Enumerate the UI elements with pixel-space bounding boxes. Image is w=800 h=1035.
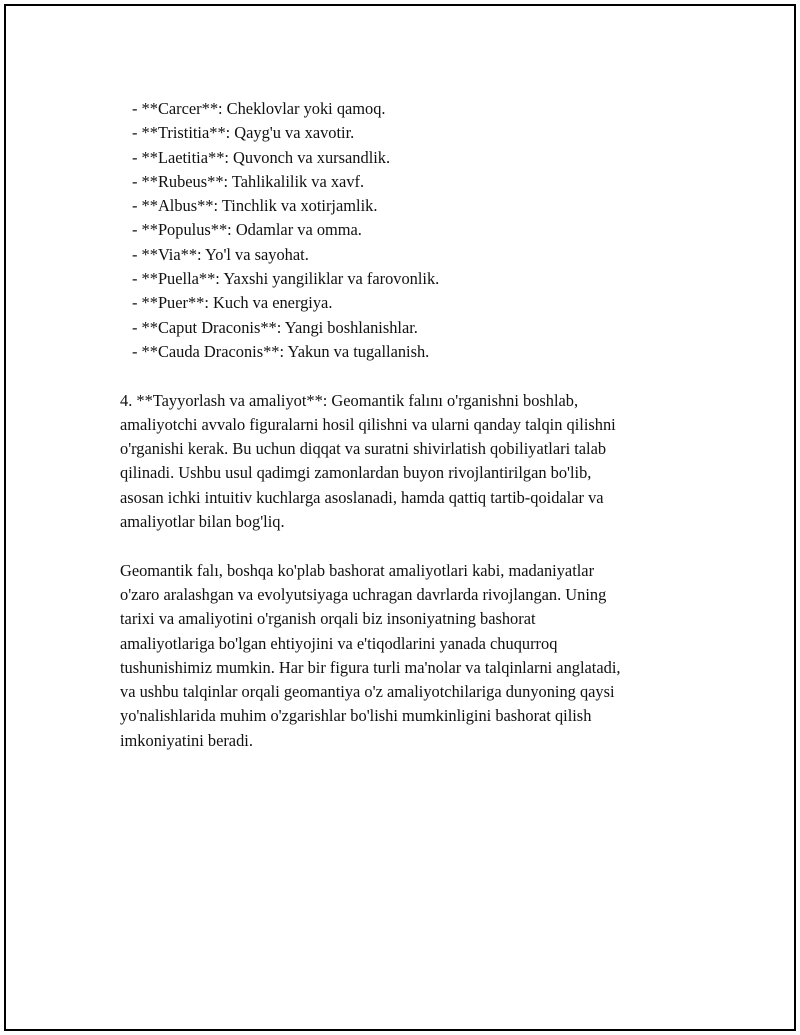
list-item-tristitia: - **Tristitia**: Qayg'u va xavotir. xyxy=(132,123,355,143)
section-4-line: asosan ichki intuitiv kuchlarga asoslanadi, hamda qattiq tartib-qoidalar va xyxy=(120,487,604,507)
conclusion-line: va ushbu talqinlar orqali geomantiya o'z amaliyotchilariga dunyoning qaysi xyxy=(120,682,615,702)
conclusion-paragraph xyxy=(120,559,700,753)
conclusion-line: imkoniyatini beradi. xyxy=(120,730,253,750)
list-item-rubeus: - **Rubeus**: Tahlikalilik va xavf. xyxy=(132,171,365,191)
geomantic-figures-list xyxy=(120,97,700,364)
list-item-puer: - **Puer**: Kuch va energiya. xyxy=(132,293,333,313)
list-item-albus: - **Albus**: Tinchlik va xotirjamlik. xyxy=(132,196,378,216)
list-item-carcer: - **Carcer**: Cheklovlar yoki qamoq. xyxy=(132,99,386,118)
section-4-paragraph xyxy=(120,389,700,535)
conclusion-line: tarixi va amaliyotini o'rganish orqali biz insoniyatning bashorat xyxy=(120,609,536,629)
section-4-line: 4. **Tayyorlash va amaliyot**: Geomantik falını o'rganishni boshlab, xyxy=(120,390,579,410)
list-item-cauda-draconis: - **Cauda Draconis**: Yakun va tugallanish. xyxy=(132,341,430,361)
list-item-populus: - **Populus**: Odamlar va omma. xyxy=(132,220,362,240)
conclusion-line: o'zaro aralashgan va evolyutsiyaga uchragan davrlarda rivojlangan. Uning xyxy=(120,584,607,604)
conclusion-line: Geomantik falı, boshqa ko'plab bashorat amaliyotlari kabi, madaniyatlar xyxy=(120,560,595,580)
list-item-via: - **Via**: Yo'l va sayohat. xyxy=(132,244,309,264)
conclusion-line: tushunishimiz mumkin. Har bir figura turli ma'nolar va talqinlarni anglatadi, xyxy=(120,657,621,677)
document-page xyxy=(4,4,796,1031)
conclusion-line: amaliyotlariga bo'lgan ehtiyojini va e'tiqodlarini yanada chuqurroq xyxy=(120,633,558,653)
conclusion-line: yo'nalishlarida muhim o'zgarishlar bo'lishi mumkinligini bashorat qilish xyxy=(120,706,592,726)
list-item-caput-draconis: - **Caput Draconis**: Yangi boshlanishlar. xyxy=(132,317,418,337)
paragraph-spacer xyxy=(120,534,700,558)
document-body xyxy=(120,97,700,753)
paragraph-spacer xyxy=(120,364,700,388)
section-4-line: qilinadi. Ushbu usul qadimgi zamonlardan buyon rivojlantirilgan bo'lib, xyxy=(120,463,592,483)
section-4-line: amaliyotlar bilan bog'liq. xyxy=(120,512,285,532)
list-item-laetitia: - **Laetitia**: Quvonch va xursandlik. xyxy=(132,147,391,167)
section-4-line: o'rganishi kerak. Bu uchun diqqat va suratni shivirlatish qobiliyatlari talab xyxy=(120,439,607,459)
section-4-line: amaliyotchi avvalo figuralarni hosil qilishni va ularni qanday talqin qilishni xyxy=(120,414,616,434)
list-item-puella: - **Puella**: Yaxshi yangiliklar va farovonlik. xyxy=(132,269,440,289)
